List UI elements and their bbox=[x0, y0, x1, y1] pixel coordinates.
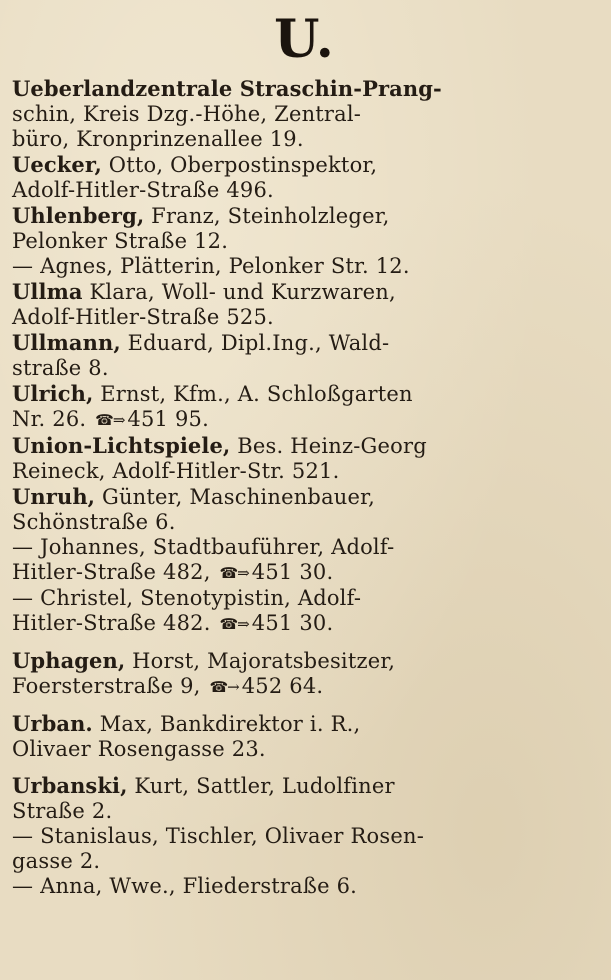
entry-continuation-text: Hitler-Straße 482. bbox=[12, 611, 218, 635]
entry-details: Bes. Heinz-Georg bbox=[230, 434, 427, 458]
entry-details: Horst, Majoratsbesitzer, bbox=[125, 649, 396, 673]
entry-details: Günter, Maschinenbauer, bbox=[95, 485, 375, 509]
entry-name: Ullmann, bbox=[12, 330, 121, 355]
entry-details: Klara, Woll- und Kurzwaren, bbox=[82, 280, 396, 304]
directory-entry bbox=[12, 254, 597, 279]
entry-name: Uphagen, bbox=[12, 648, 126, 673]
entry-continuation: Adolf-Hitler-Straße 496. bbox=[12, 178, 274, 202]
phone-number: 452 64. bbox=[241, 674, 324, 698]
entry-details: Agnes, Plätterin, Pelonker Str. 12. bbox=[33, 254, 410, 278]
entry-details: Christel, Stenotypistin, Adolf- bbox=[33, 586, 362, 610]
directory-entry bbox=[12, 279, 597, 330]
entry-continuation: straße 8. bbox=[12, 356, 109, 380]
entry-name: Uecker, bbox=[12, 152, 102, 177]
entry-continuation: Pelonker Straße 12. bbox=[12, 229, 229, 253]
entry-details: Otto, Oberpostinspektor, bbox=[101, 153, 378, 177]
entry-continuation bbox=[12, 560, 597, 586]
entry-name: Urbanski, bbox=[12, 773, 128, 798]
entry-continuation bbox=[12, 674, 597, 700]
directory-entry bbox=[12, 203, 597, 254]
entry-continuation: Adolf-Hitler-Straße 525. bbox=[12, 305, 274, 329]
entry-ditto-dash: — bbox=[12, 586, 34, 610]
entry-details: Anna, Wwe., Fliederstraße 6. bbox=[33, 874, 358, 898]
entry-details: Franz, Steinholzleger, bbox=[144, 204, 390, 228]
phone-number: 451 95. bbox=[127, 407, 209, 431]
phone-handset-icon: ☎⇒ bbox=[219, 615, 249, 633]
section-letter-heading: U. bbox=[274, 9, 335, 70]
directory-entry bbox=[12, 330, 597, 381]
entry-continuation: gasse 2. bbox=[12, 849, 101, 873]
phone-number: 451 30. bbox=[251, 611, 334, 635]
entry-continuation-text: Nr. 26. bbox=[12, 407, 94, 431]
directory-entry bbox=[12, 381, 597, 433]
entry-details: Max, Bankdirektor i. R., bbox=[92, 712, 361, 736]
directory-entry bbox=[12, 874, 597, 899]
directory-entries bbox=[12, 76, 597, 899]
entry-details: Eduard, Dipl.Ing., Wald- bbox=[120, 331, 390, 355]
entry-name: Uhlenberg, bbox=[12, 203, 145, 228]
entry-continuation bbox=[12, 611, 597, 637]
entry-name: Urban. bbox=[12, 711, 93, 736]
entry-ditto-dash: — bbox=[12, 874, 34, 898]
directory-entry bbox=[12, 586, 597, 637]
entry-name: Ulrich, bbox=[12, 381, 94, 406]
entry-continuation: Reineck, Adolf-Hitler-Str. 521. bbox=[12, 459, 340, 483]
entry-continuation: Olivaer Rosengasse 23. bbox=[12, 737, 266, 761]
entry-ditto-dash: — bbox=[12, 535, 34, 559]
entry-continuation bbox=[12, 407, 597, 433]
entry-continuation-text: Hitler-Straße 482, bbox=[12, 560, 218, 584]
entry-details: Johannes, Stadtbauführer, Adolf- bbox=[33, 535, 395, 559]
entry-continuation: büro, Kronprinzenallee 19. bbox=[12, 127, 304, 151]
entry-name: Ullma bbox=[12, 279, 83, 304]
directory-entry bbox=[12, 773, 597, 824]
entry-name: Ueberlandzentrale Straschin-Prang- bbox=[12, 76, 442, 101]
entry-details: Ernst, Kfm., A. Schloßgarten bbox=[93, 382, 413, 406]
entry-continuation: Schönstraße 6. bbox=[12, 510, 176, 534]
directory-entry bbox=[12, 648, 597, 700]
entry-continuation: Straße 2. bbox=[12, 799, 113, 823]
directory-entry bbox=[12, 484, 597, 535]
phone-handset-icon: ☎⇒ bbox=[95, 411, 125, 429]
directory-entry bbox=[12, 152, 597, 203]
entry-name: Unruh, bbox=[12, 484, 96, 509]
entry-continuation-text: Foersterstraße 9, bbox=[12, 674, 208, 698]
entry-continuation: schin, Kreis Dzg.-Höhe, Zentral- bbox=[12, 102, 362, 126]
entry-ditto-dash: — bbox=[12, 824, 34, 848]
phone-number: 451 30. bbox=[251, 560, 334, 584]
directory-entry bbox=[12, 433, 597, 484]
directory-entry bbox=[12, 824, 597, 874]
directory-entry bbox=[12, 76, 597, 152]
entry-details: Kurt, Sattler, Ludolfiner bbox=[127, 774, 395, 798]
phone-handset-icon: ☎⇒ bbox=[219, 564, 249, 582]
directory-entry bbox=[12, 535, 597, 586]
entry-ditto-dash: — bbox=[12, 254, 34, 278]
entry-name: Union-Lichtspiele, bbox=[12, 433, 231, 458]
entry-details: Stanislaus, Tischler, Olivaer Rosen- bbox=[33, 824, 424, 848]
directory-entry bbox=[12, 711, 597, 762]
phone-handset-icon: ☎→ bbox=[209, 678, 239, 696]
